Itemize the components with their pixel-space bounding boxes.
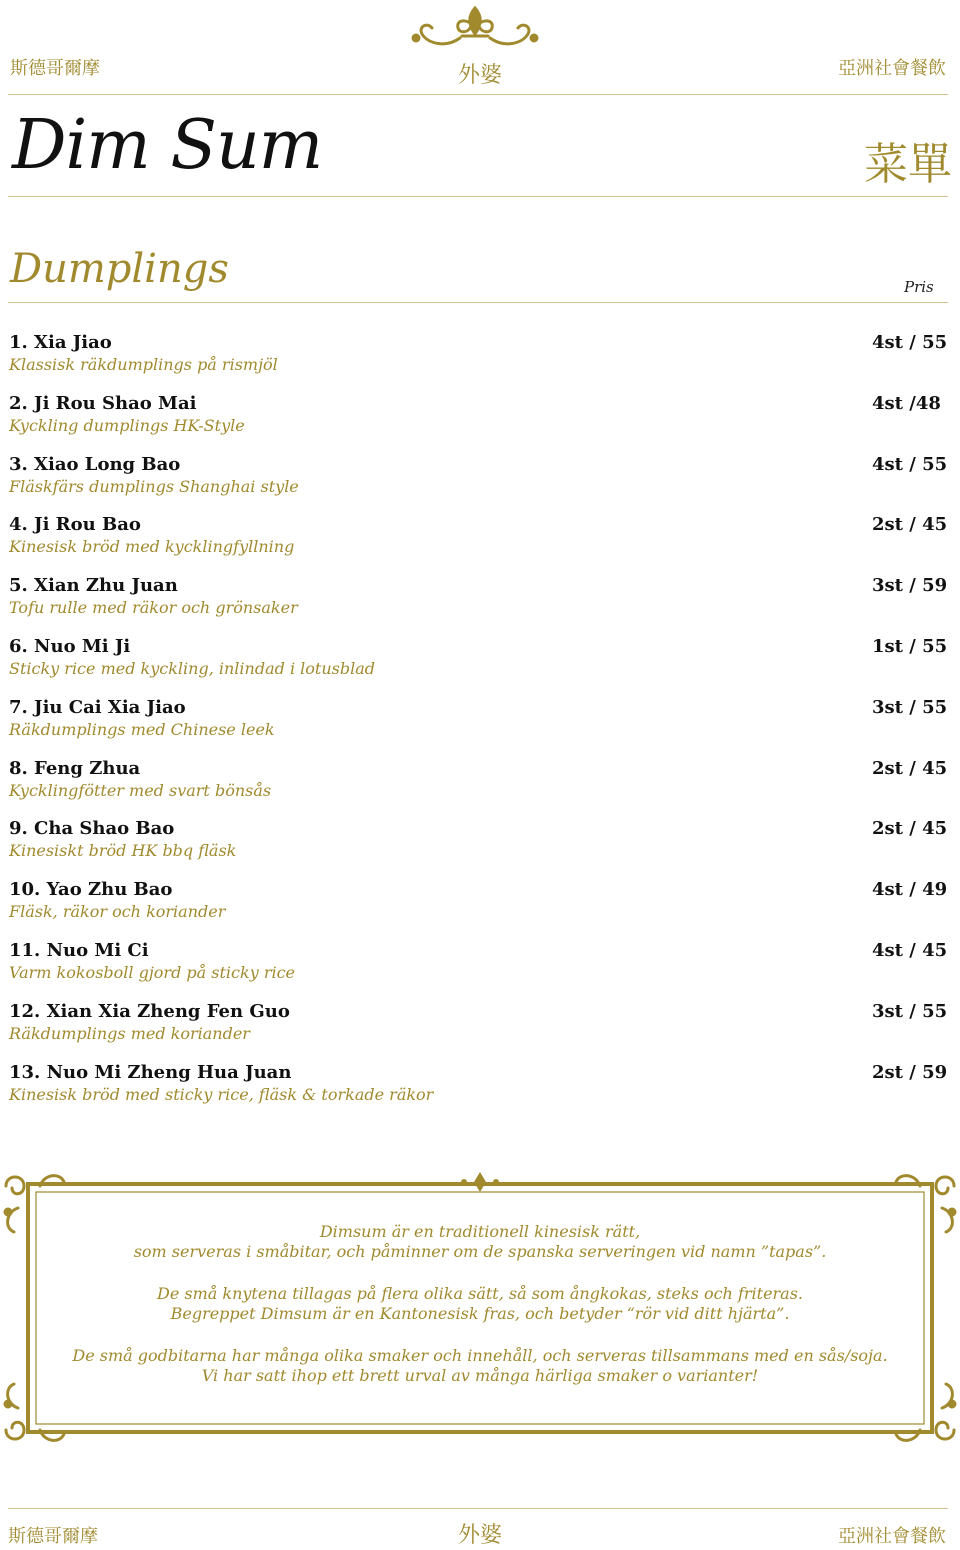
- info-text-3: De små knytena tillagas på flera olika sätt, så som ångkokas, steks och friteras.: [156, 1284, 804, 1303]
- menu-item-name: 13. Nuo Mi Zheng Hua Juan: [9, 1061, 292, 1083]
- info-text-2: som serveras i småbitar, och påminner om de spanska serveringen vid namn ”tapas”.: [133, 1242, 827, 1261]
- header-location: 斯德哥爾摩: [10, 58, 100, 79]
- footer-divider: [8, 1508, 948, 1509]
- page-title-cjk: 菜單: [864, 139, 952, 190]
- menu-item: [9, 818, 948, 879]
- section-title: Dumplings: [10, 246, 229, 292]
- menu-item-name: 1. Xia Jiao: [9, 332, 112, 353]
- fleur-de-lis-ornament-icon: [410, 4, 540, 50]
- menu-item-description: Kinesiskt bröd HK bbq fläsk: [9, 841, 237, 861]
- menu-item-name: 6. Nuo Mi Ji: [9, 635, 131, 657]
- menu-list: [9, 332, 948, 1122]
- menu-item: [9, 575, 948, 636]
- menu-item-price: 2st / 59: [872, 1061, 948, 1083]
- menu-item: [9, 939, 948, 1001]
- menu-item-name: 8. Feng Zhua: [9, 757, 141, 779]
- footer-brand: 外婆: [457, 1523, 502, 1548]
- menu-item-price: 2st / 45: [872, 757, 948, 779]
- menu-item-description: Räkdumplings med Chinese leek: [9, 719, 275, 739]
- section-divider: [8, 302, 948, 303]
- price-column-label: Pris: [904, 278, 934, 296]
- menu-item-price: 1st / 55: [872, 635, 948, 657]
- menu-item-description: Fläskfärs dumplings Shanghai style: [9, 476, 299, 496]
- info-text-5: De små godbitarna har många olika smaker och innehåll, och serveras tillsammans med en sås/soja.: [72, 1346, 888, 1365]
- menu-item: [9, 879, 948, 940]
- menu-item-price: 4st / 45: [872, 939, 948, 961]
- menu-item-name: 9. Cha Shao Bao: [9, 818, 175, 840]
- menu-item-description: Varm kokosboll gjord på sticky rice: [9, 962, 296, 982]
- menu-item-description: Kyckling dumplings HK-Style: [9, 415, 245, 435]
- header-divider: [8, 94, 948, 95]
- menu-item-name: 7. Jiu Cai Xia Jiao: [9, 696, 186, 718]
- menu-item-price: 4st / 55: [872, 453, 948, 475]
- menu-item-price: 4st /48: [872, 392, 941, 414]
- menu-item-description: Kinesisk bröd med kycklingfyllning: [9, 537, 295, 557]
- menu-item: [9, 332, 948, 393]
- menu-item-price: 4st / 49: [872, 879, 948, 901]
- page-title: Dim Sum: [12, 106, 323, 185]
- menu-item-name: 4. Ji Rou Bao: [9, 514, 141, 536]
- menu-item-description: Kycklingfötter med svart bönsås: [9, 780, 272, 800]
- menu-item-name: 12. Xian Xia Zheng Fen Guo: [9, 1000, 290, 1022]
- footer-subtitle: 亞洲社會餐飲: [838, 1526, 946, 1547]
- title-divider: [8, 196, 948, 197]
- menu-item-name: 11. Nuo Mi Ci: [9, 939, 149, 961]
- menu-item: [9, 393, 939, 454]
- header-subtitle: 亞洲社會餐飲: [838, 58, 946, 79]
- menu-item: [9, 757, 948, 819]
- menu-item: [9, 1000, 948, 1062]
- info-text-1: Dimsum är en traditionell kinesisk rätt,: [319, 1222, 641, 1241]
- frame-top-ornament-icon: [461, 1172, 499, 1192]
- menu-item: [9, 635, 948, 697]
- footer-location: 斯德哥爾摩: [8, 1526, 98, 1547]
- menu-item-name: 5. Xian Zhu Juan: [9, 575, 178, 597]
- info-text-6: Vi har satt ihop ett brett urval av många härliga smaker o varianter!: [201, 1366, 759, 1385]
- menu-item: [9, 453, 948, 515]
- menu-item-name: 2. Ji Rou Shao Mai: [9, 392, 197, 414]
- menu-item-description: Fläsk, räkor och koriander: [9, 902, 226, 922]
- menu-item-name: 3. Xiao Long Bao: [9, 453, 181, 475]
- menu-item-price: 3st / 59: [872, 575, 948, 597]
- menu-item-description: Sticky rice med kyckling, inlindad i lotusblad: [9, 658, 375, 678]
- menu-item-price: 2st / 45: [872, 818, 948, 840]
- menu-item: [9, 1061, 948, 1123]
- menu-item: [9, 696, 948, 758]
- menu-item-description: Tofu rulle med räkor och grönsaker: [9, 598, 298, 618]
- menu-item-price: 4st / 55: [872, 332, 948, 353]
- menu-item-name: 10. Yao Zhu Bao: [9, 879, 173, 901]
- menu-item-price: 3st / 55: [872, 696, 948, 718]
- header-brand: 外婆: [457, 63, 502, 88]
- menu-item-description: Räkdumplings med koriander: [9, 1023, 250, 1043]
- menu-item-price: 3st / 55: [872, 1000, 948, 1022]
- info-text-4: Begreppet Dimsum är en Kantonesisk fras, och betyder “rör vid ditt hjärta”.: [170, 1304, 790, 1323]
- menu-item: [9, 514, 948, 575]
- menu-item-description: Klassisk räkdumplings på rismjöl: [9, 355, 278, 374]
- menu-item-description: Kinesisk bröd med sticky rice, fläsk & torkade räkor: [9, 1084, 434, 1104]
- menu-item-price: 2st / 45: [872, 514, 948, 536]
